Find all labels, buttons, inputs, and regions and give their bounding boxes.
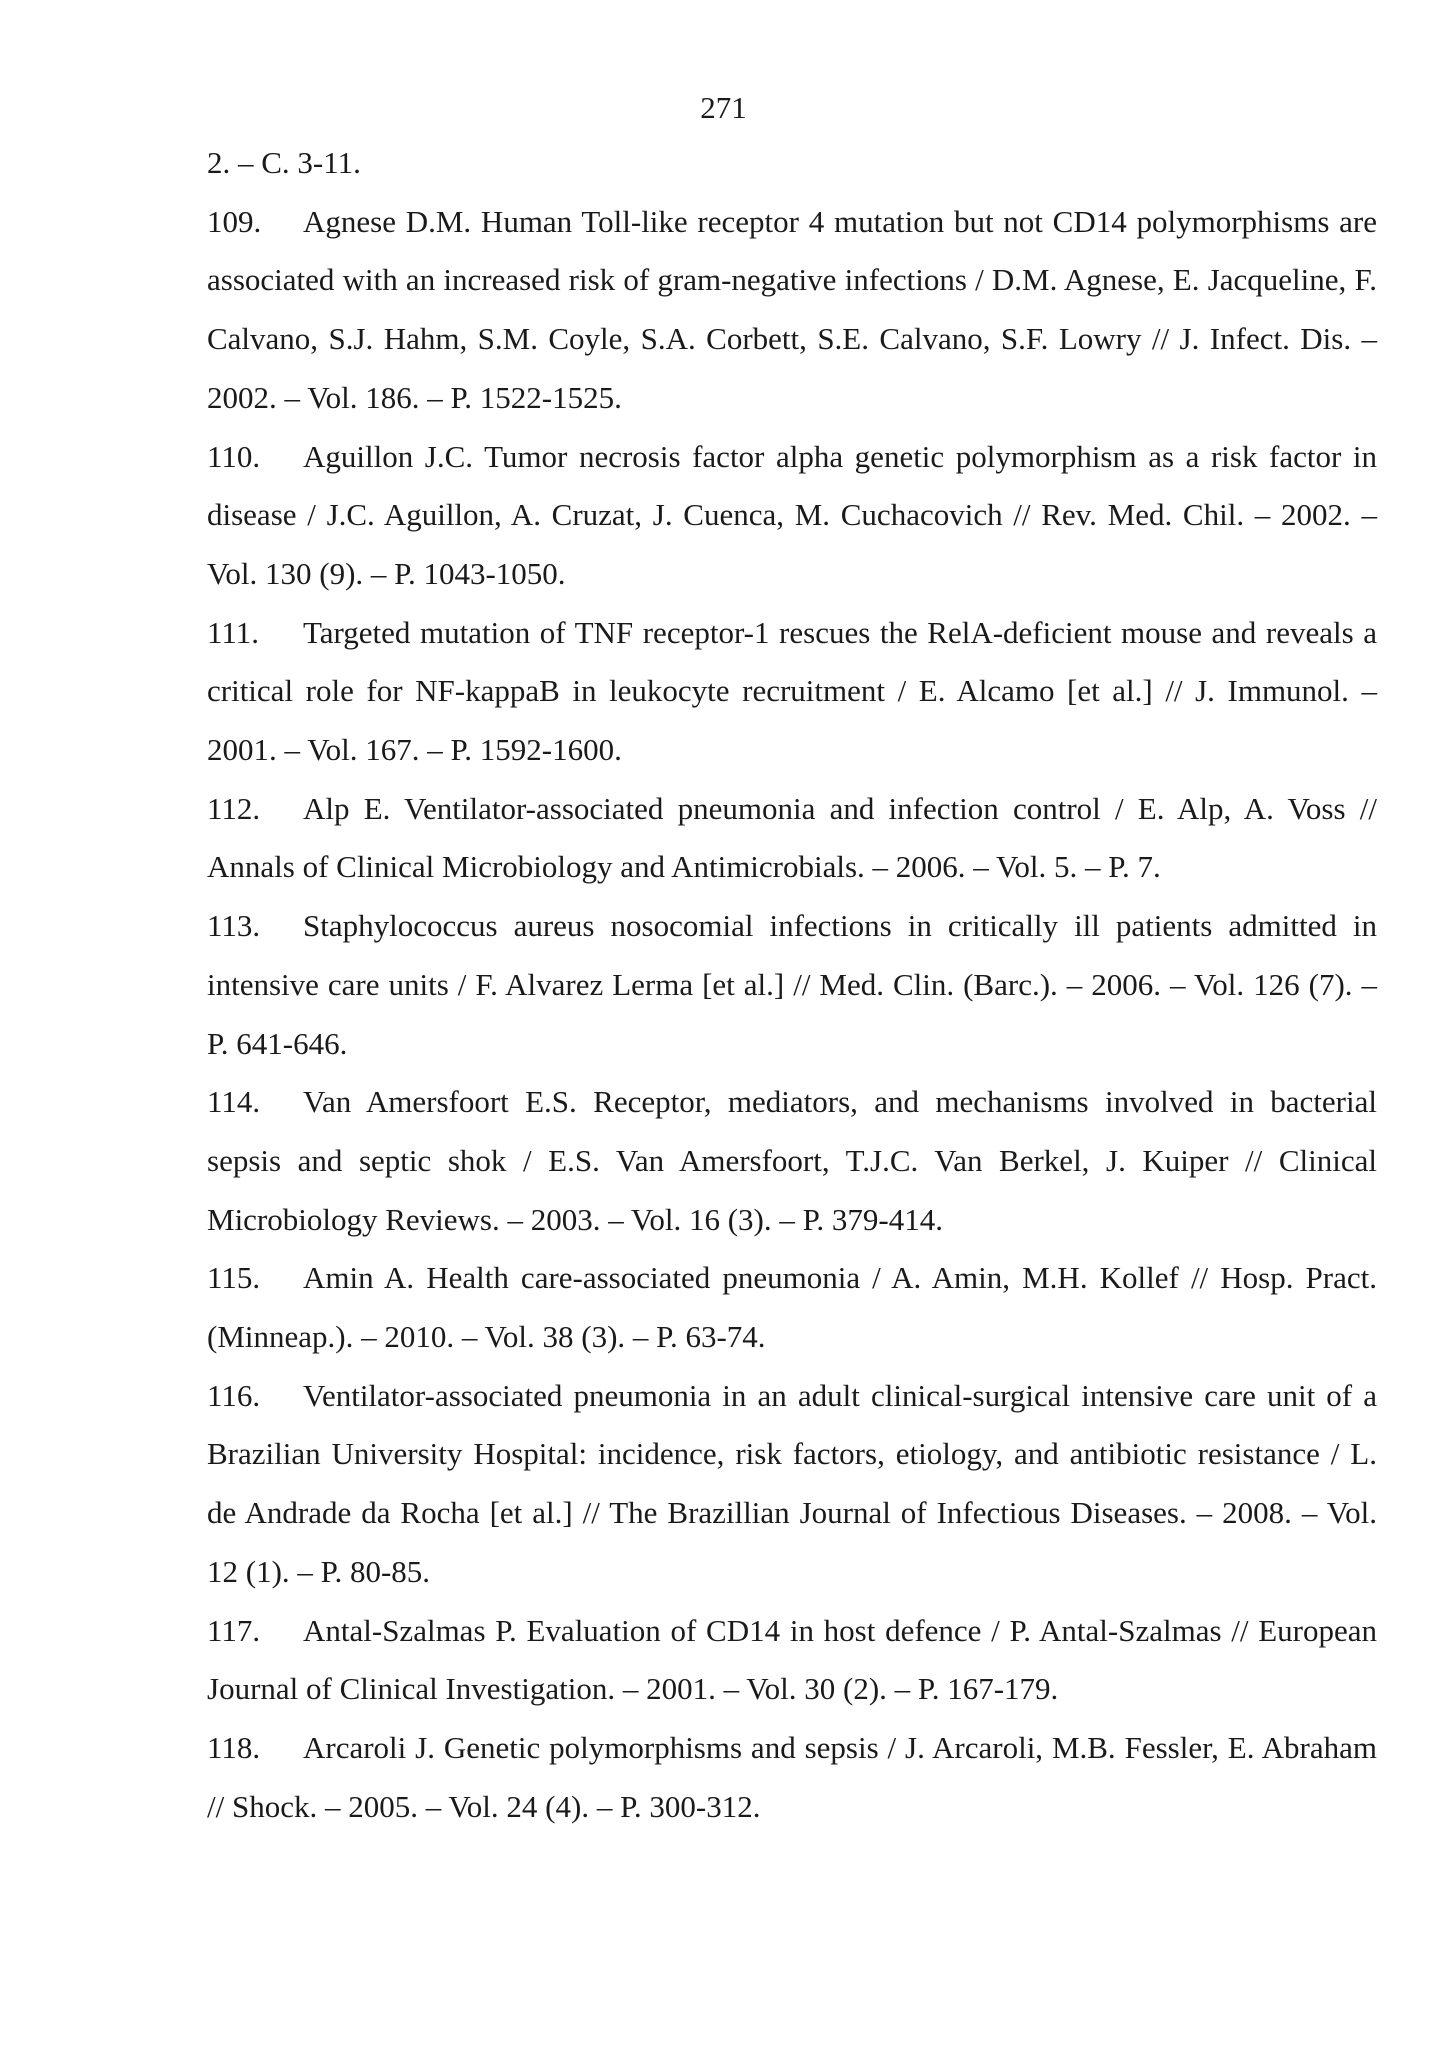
reference-text: Ventilator-associated pneumonia in an adult clinical-surgical intensive care unit of a Brazilian University Hospital: incidence, risk factors, etiology, and antibiotic resistance / L. de Andrade da Rocha [et al.] // The Brazillian Journal of Infectious Diseases. – 2008. – Vol. 12 (1). – P. 80-85. — [207, 1377, 1377, 1589]
reference-item — [207, 897, 1377, 1073]
page-number: 271 — [700, 90, 747, 125]
reference-text: Staphylococcus aureus nosocomial infections in critically ill patients admitted in intensive care units / F. Alvarez Lerma [et al.] // Med. Clin. (Barc.). – 2006. – Vol. 126 (7). – P. 641-646. — [207, 908, 1377, 1061]
reference-continuation: 2. – С. 3-11. — [207, 145, 361, 180]
reference-number: 114. — [207, 1084, 261, 1120]
reference-item — [207, 1073, 1377, 1249]
reference-item — [207, 604, 1377, 780]
reference-text: Targeted mutation of TNF receptor-1 rescues the RelA-deficient mouse and reveals a critical role for NF-kappaB in leukocyte recruitment / E. Alcamo [et al.] // J. Immunol. – 2001. – Vol. 167. – P. 1592-1600. — [207, 614, 1377, 768]
reference-text: Aguillon J.C. Tumor necrosis factor alpha genetic polymorphism as a risk factor in disease / J.C. Aguillon, A. Cruzat, J. Cuenca, M. Cuchacovich // Rev. Med. Chil. – 2002. – Vol. 130 (9). – P. 1043-1050. — [207, 438, 1377, 591]
reference-text: Alp E. Ventilator-associated pneumonia and infection control / E. Alp, A. Voss // Annals of Clinical Microbiology and Antimicrobials. – 2006. – Vol. 5. – P. 7. — [207, 790, 1377, 885]
reference-number: 115. — [207, 1260, 261, 1296]
reference-item — [207, 193, 1377, 428]
reference-text: Agnese D.M. Human Toll-like receptor 4 mutation but not CD14 polymorphisms are associated with an increased risk of gram-negative infections / D.M. Agnese, E. Jacqueline, F. Calvano, S.J. Hahm, S.M. Coyle, S.A. Corbett, S.E. Calvano, S.F. Lowry // J. Infect. Dis. – 2002. – Vol. 186. – P. 1522-1525. — [207, 203, 1377, 415]
reference-text: Arcaroli J. Genetic polymorphisms and sepsis / J. Arcaroli, M.B. Fessler, E. Abraham // Shock. – 2005. – Vol. 24 (4). – P. 300-312. — [207, 1729, 1377, 1824]
reference-item — [207, 428, 1377, 604]
reference-item — [207, 780, 1377, 897]
reference-text: Antal-Szalmas P. Evaluation of CD14 in host defence / P. Antal-Szalmas // European Journal of Clinical Investigation. – 2001. – Vol. 30 (2). – P. 167-179. — [207, 1612, 1377, 1707]
reference-number: 111. — [207, 614, 259, 650]
reference-number: 116. — [207, 1377, 261, 1413]
reference-item — [207, 1367, 1377, 1602]
reference-item — [207, 1249, 1377, 1366]
reference-number: 112. — [207, 790, 261, 826]
reference-number: 113. — [207, 908, 261, 944]
reference-item — [207, 1719, 1377, 1836]
reference-text: Van Amersfoort E.S. Receptor, mediators, and mechanisms involved in bacterial sepsis and septic shok / E.S. Van Amersfoort, T.J.C. Van Berkel, J. Kuiper // Clinical Microbiology Reviews. – 2003. – Vol. 16 (3). – P. 379-414. — [207, 1084, 1377, 1237]
reference-list — [207, 134, 1377, 1836]
reference-number: 109. — [207, 203, 262, 239]
reference-number: 118. — [207, 1729, 261, 1765]
reference-text: Amin A. Health care-associated pneumonia / A. Amin, M.H. Kollef // Hosp. Pract. (Minneap.). – 2010. – Vol. 38 (3). – P. 63-74. — [207, 1260, 1377, 1355]
reference-number: 117. — [207, 1612, 261, 1648]
reference-number: 110. — [207, 438, 261, 474]
reference-item — [207, 1602, 1377, 1719]
